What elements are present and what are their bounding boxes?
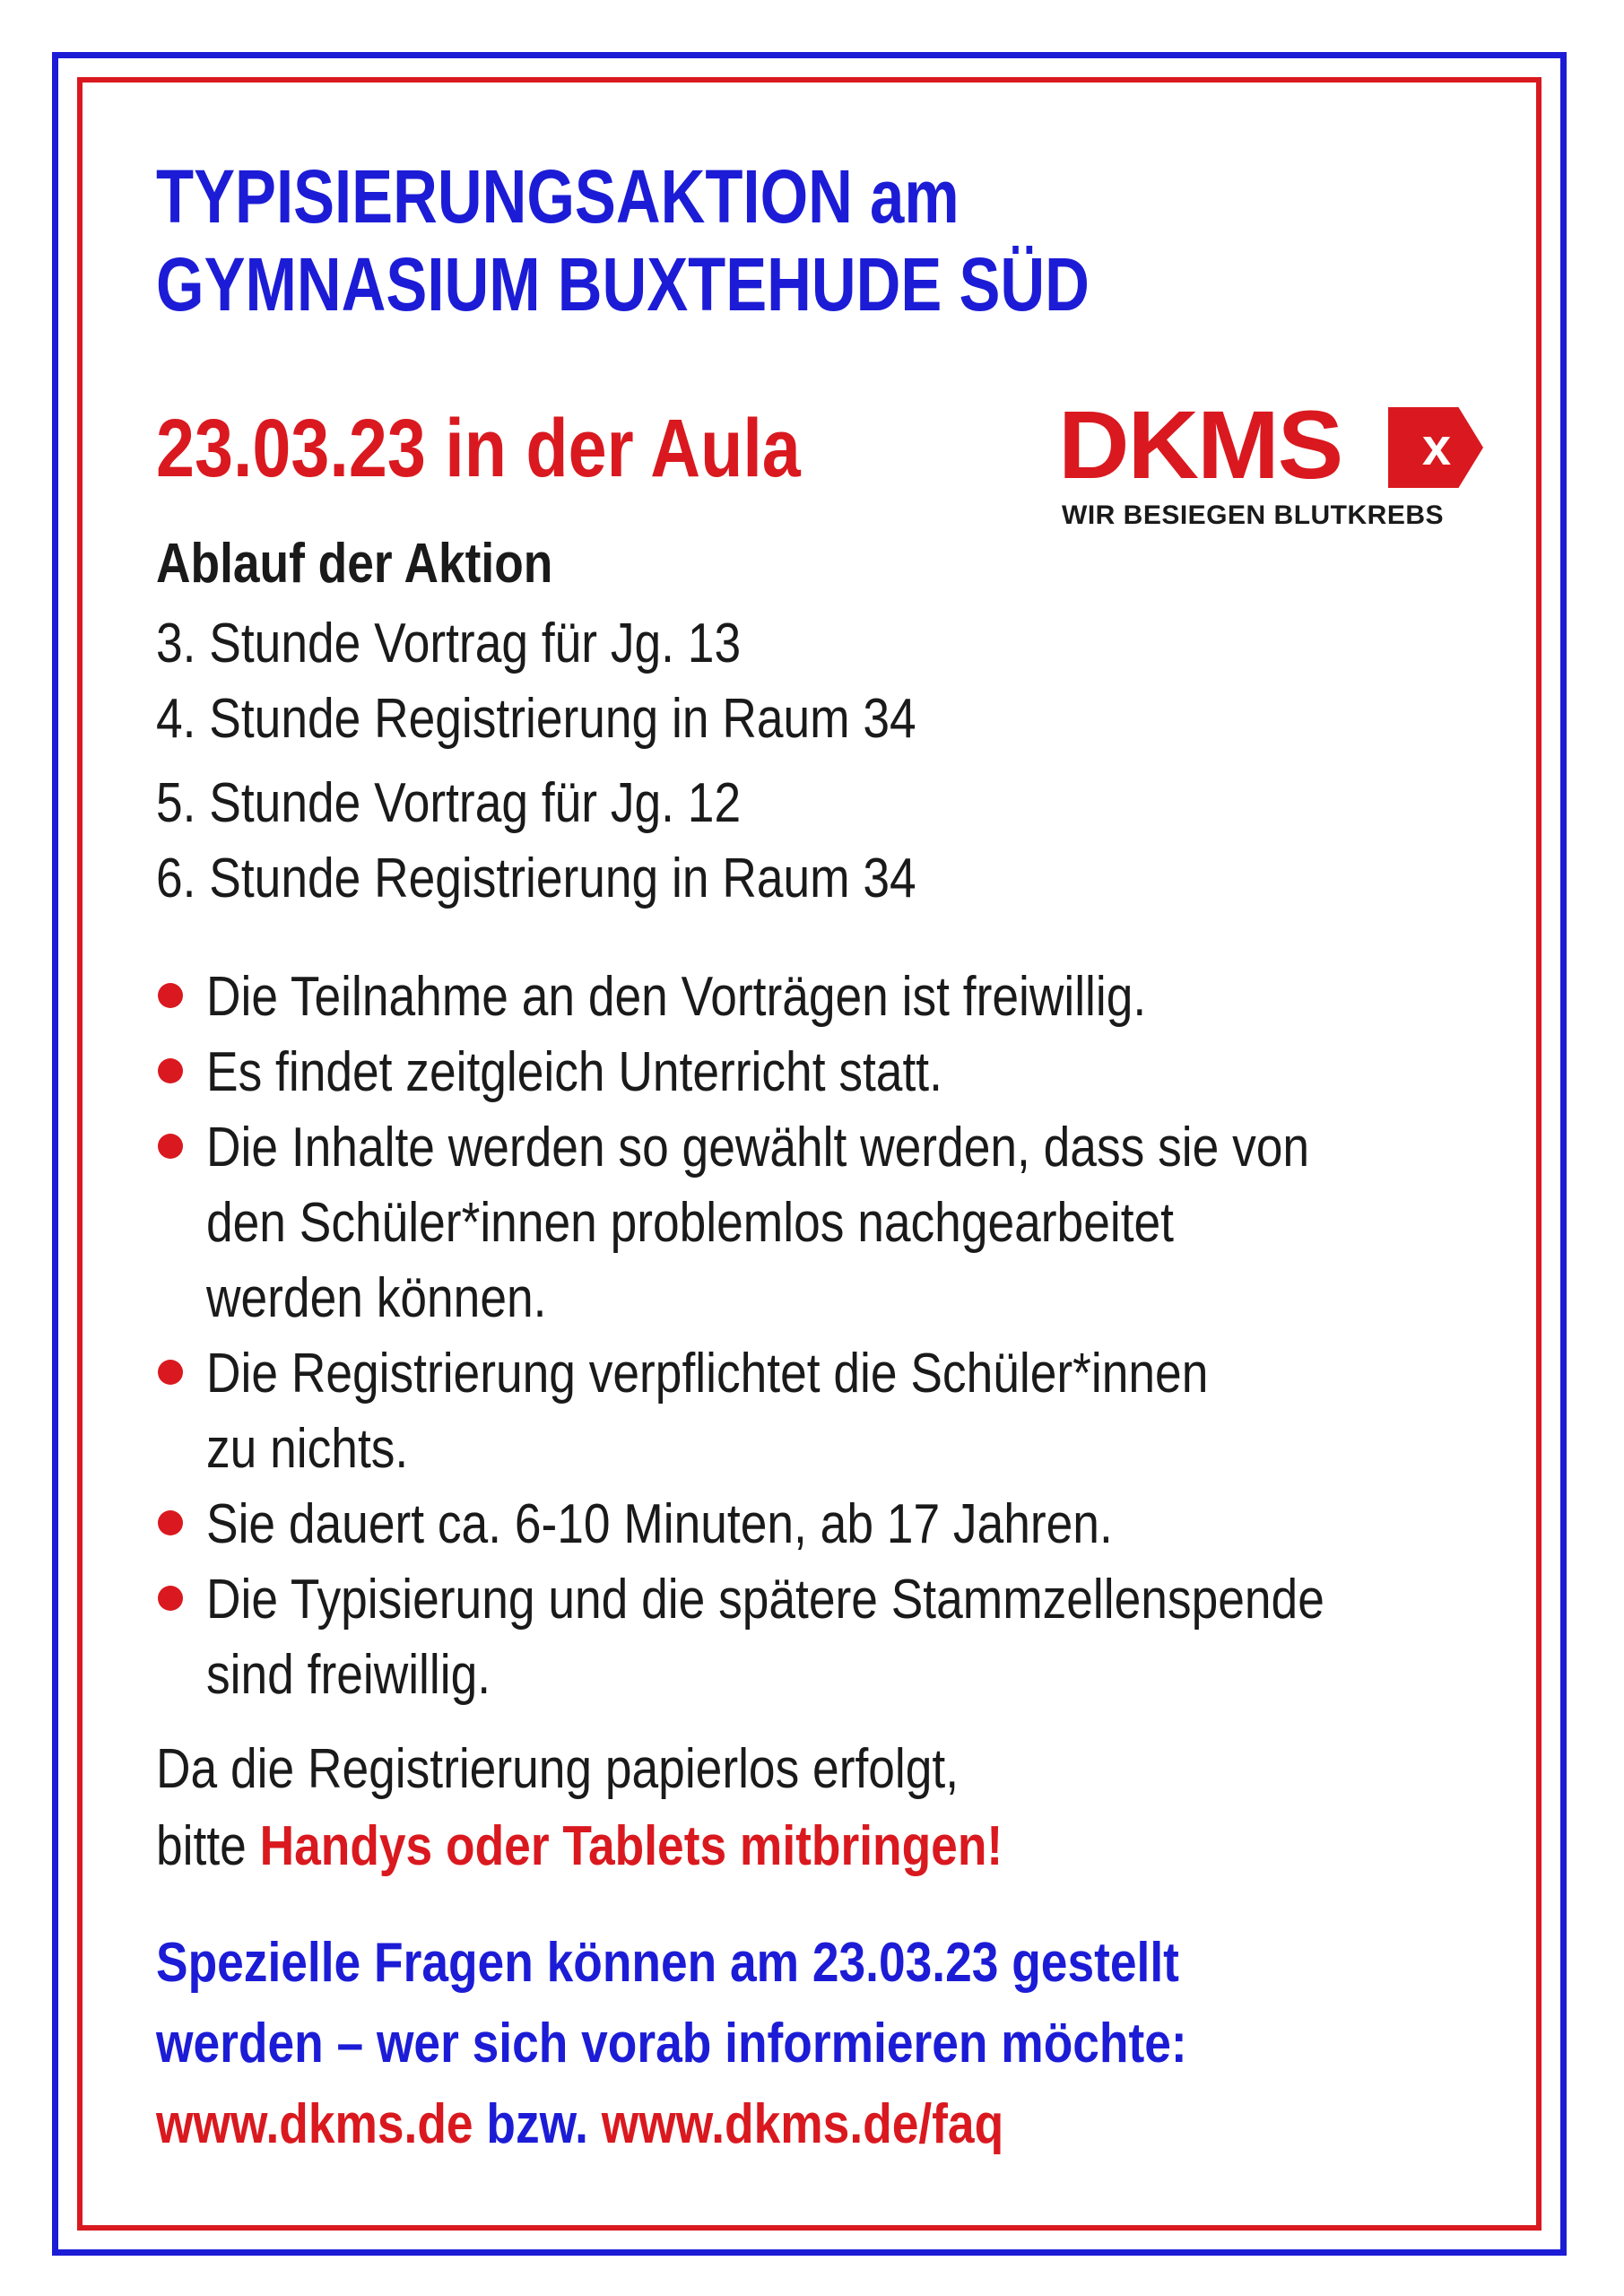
bullet-dot-icon: [158, 983, 183, 1008]
device-note-line-2: [156, 1808, 1003, 1885]
bullet-item: [156, 1562, 1501, 1713]
document-title: [156, 152, 1090, 328]
bullet-item: [156, 1336, 1501, 1487]
footer-line-1: Spezielle Fragen können am 23.03.23 gestellt: [156, 1932, 1179, 1994]
schedule-list: [156, 606, 1040, 917]
footer-links: [156, 2084, 1187, 2165]
event-date-location: 23.03.23 in der Aula: [156, 403, 801, 494]
logo-tagline: WIR BESIEGEN BLUTKREBS: [1062, 500, 1445, 530]
device-note-line-1: Da die Registrierung papierlos erfolgt,: [156, 1738, 960, 1800]
device-note-prefix: bitte: [156, 1815, 260, 1877]
bullet-text: Die Teilnahme an den Vorträgen ist freiwillig.: [206, 966, 1147, 1028]
bullet-dot-icon: [158, 1134, 183, 1159]
bullet-item: [156, 1110, 1501, 1336]
bullet-text: Sie dauert ca. 6-10 Minuten, ab 17 Jahren.: [206, 1493, 1113, 1555]
schedule-item: 5. Stunde Vortrag für Jg. 12: [156, 772, 742, 834]
footer-line-2: werden – wer sich vorab informieren möchte:: [156, 2013, 1187, 2074]
device-note-emphasis: Handys oder Tablets mitbringen!: [259, 1815, 1003, 1877]
info-bullet-list: [156, 960, 1501, 1713]
title-line-2: GYMNASIUM BUXTEHUDE SÜD: [156, 242, 1090, 326]
link-connector: bzw.: [473, 2093, 602, 2155]
schedule-heading: Ablauf der Aktion: [156, 533, 553, 595]
schedule-item: 6. Stunde Registrierung in Raum 34: [156, 848, 916, 909]
dkms-website-link[interactable]: www.dkms.de: [156, 2093, 473, 2155]
bullet-dot-icon: [158, 1058, 183, 1083]
schedule-item: 4. Stunde Registrierung in Raum 34: [156, 688, 916, 750]
logo-wordmark: DKMS: [1058, 390, 1342, 499]
title-line-1: TYPISIERUNGSAKTION am: [156, 154, 960, 239]
schedule-item: 3. Stunde Vortrag für Jg. 13: [156, 613, 742, 674]
bullet-dot-icon: [158, 1360, 183, 1385]
questions-footer: [156, 1923, 1355, 2165]
device-note: [156, 1731, 1141, 1885]
bullet-text: Die Inhalte werden so gewählt werden, dass sie von den Schüler*innen problemlos nachgearbeitet werden können.: [206, 1117, 1310, 1329]
bullet-item: [156, 1487, 1501, 1562]
bullet-dot-icon: [158, 1586, 183, 1611]
bullet-text: Es findet zeitgleich Unterricht statt.: [206, 1041, 942, 1103]
dkms-logo: [1058, 390, 1489, 538]
bullet-text: Die Typisierung und die spätere Stammzellenspende sind freiwillig.: [206, 1569, 1324, 1706]
bullet-item: [156, 960, 1501, 1035]
bullet-dot-icon: [158, 1510, 183, 1535]
bullet-text: Die Registrierung verpflichtet die Schüler*innen zu nichts.: [206, 1343, 1209, 1480]
logo-x-icon: x: [1421, 418, 1452, 476]
dkms-faq-link[interactable]: www.dkms.de/faq: [601, 2093, 1004, 2155]
bullet-item: [156, 1035, 1501, 1110]
